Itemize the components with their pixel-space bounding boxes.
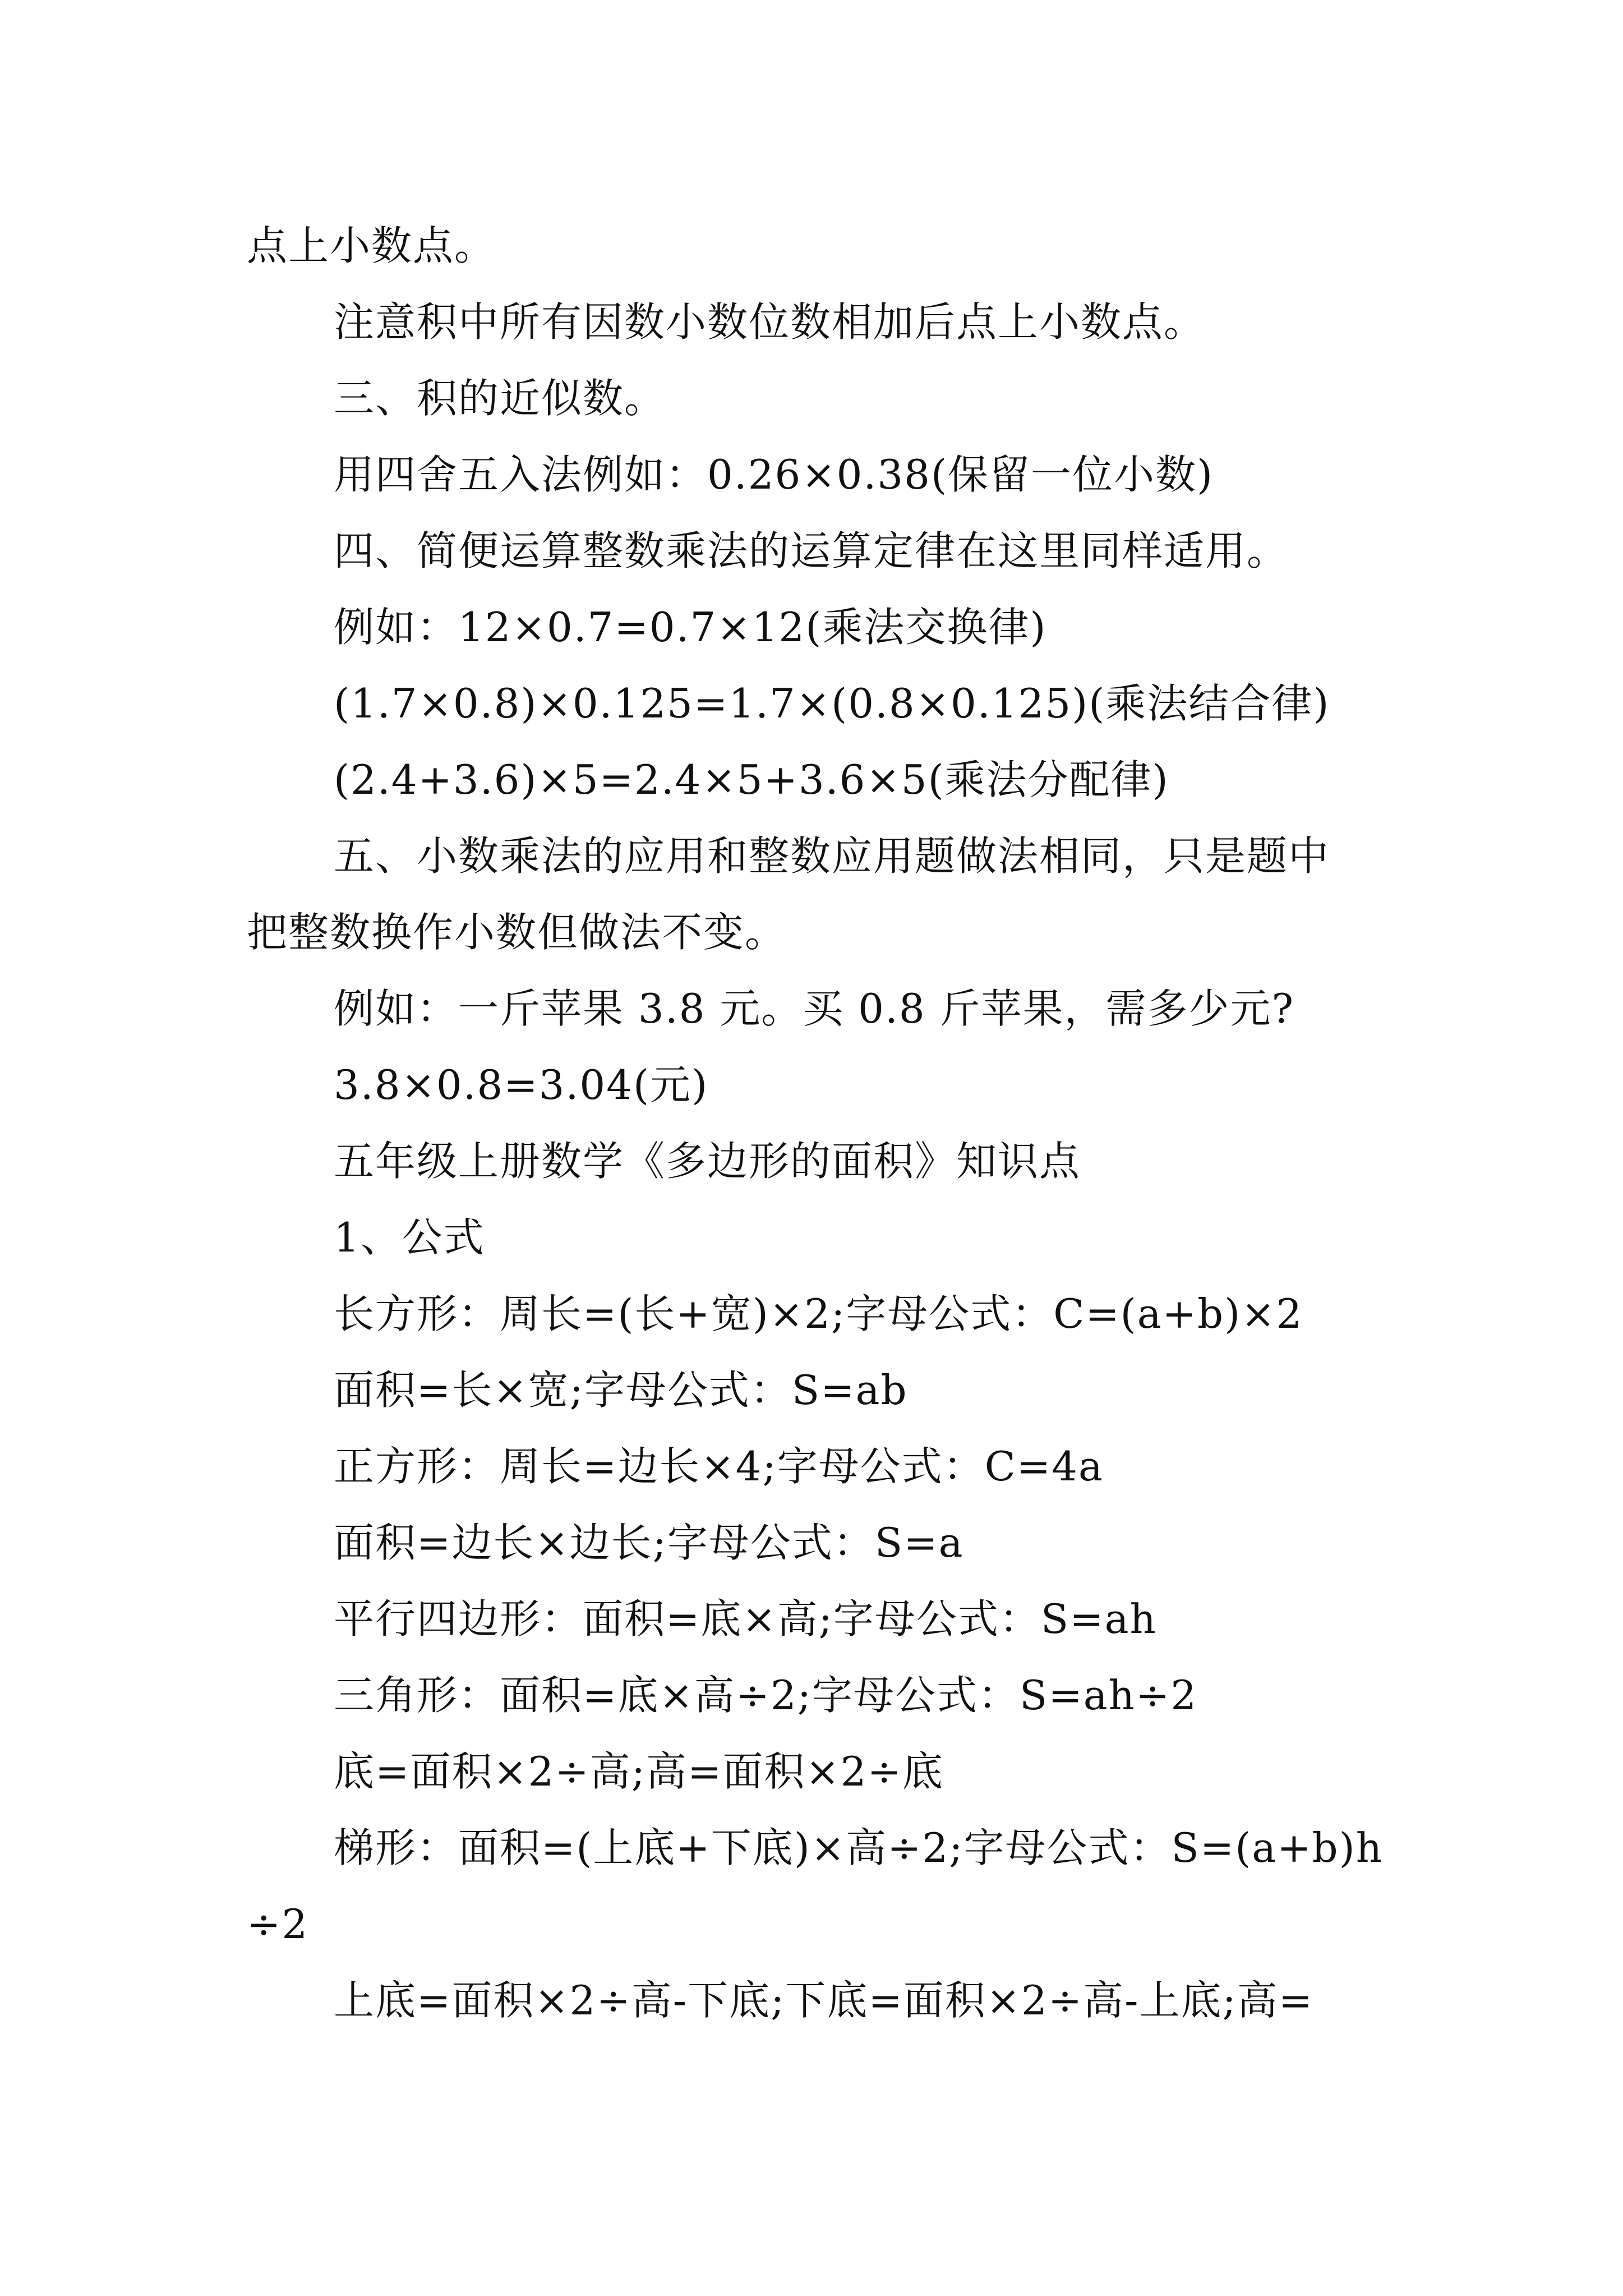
text-line: 把整数换作小数但做法不变。 — [247, 909, 787, 956]
text-line: 面积=边长×边长;字母公式：S=a — [334, 1519, 964, 1566]
text-line: 1、公式 — [334, 1214, 485, 1261]
text-line: 点上小数点。 — [247, 222, 496, 269]
section-heading: 五年级上册数学《多边形的面积》知识点 — [334, 1138, 1081, 1185]
text-line: 用四舍五入法例如：0.26×0.38(保留一位小数) — [334, 451, 1214, 498]
text-line: 三、积的近似数。 — [334, 375, 666, 422]
text-line: (2.4+3.6)×5=2.4×5+3.6×5(乘法分配律) — [334, 756, 1169, 803]
text-line: 三角形：面积=底×高÷2;字母公式：S=ah÷2 — [334, 1672, 1198, 1719]
text-line: 例如：12×0.7=0.7×12(乘法交换律) — [334, 604, 1047, 651]
text-line: (1.7×0.8)×0.125=1.7×(0.8×0.125)(乘法结合律) — [334, 680, 1330, 727]
text-line: 注意积中所有因数小数位数相加后点上小数点。 — [334, 298, 1206, 346]
text-line: 长方形：周长=(长+宽)×2;字母公式：C=(a+b)×2 — [334, 1290, 1303, 1337]
text-line: 底=面积×2÷高;高=面积×2÷底 — [334, 1748, 944, 1795]
document-body — [247, 208, 1384, 2039]
text-line: 平行四边形：面积=底×高;字母公式：S=ah — [334, 1595, 1157, 1642]
text-line: 3.8×0.8=3.04(元) — [334, 1061, 709, 1108]
text-line: 正方形：周长=边长×4;字母公式：C=4a — [334, 1443, 1104, 1490]
text-line: ÷2 — [247, 1901, 309, 1948]
text-line: 上底=面积×2÷高-下底;下底=面积×2÷高-上底;高= — [334, 1977, 1314, 2024]
text-line: 五、小数乘法的应用和整数应用题做法相同，只是题中 — [334, 832, 1330, 880]
text-line: 梯形：面积=(上底+下底)×高÷2;字母公式：S=(a+b)h — [334, 1824, 1384, 1871]
text-line: 例如：一斤苹果 3.8 元。买 0.8 斤苹果，需多少元? — [334, 985, 1295, 1032]
text-line: 四、简便运算整数乘法的运算定律在这里同样适用。 — [334, 527, 1289, 574]
text-line: 面积=长×宽;字母公式：S=ab — [334, 1366, 908, 1414]
